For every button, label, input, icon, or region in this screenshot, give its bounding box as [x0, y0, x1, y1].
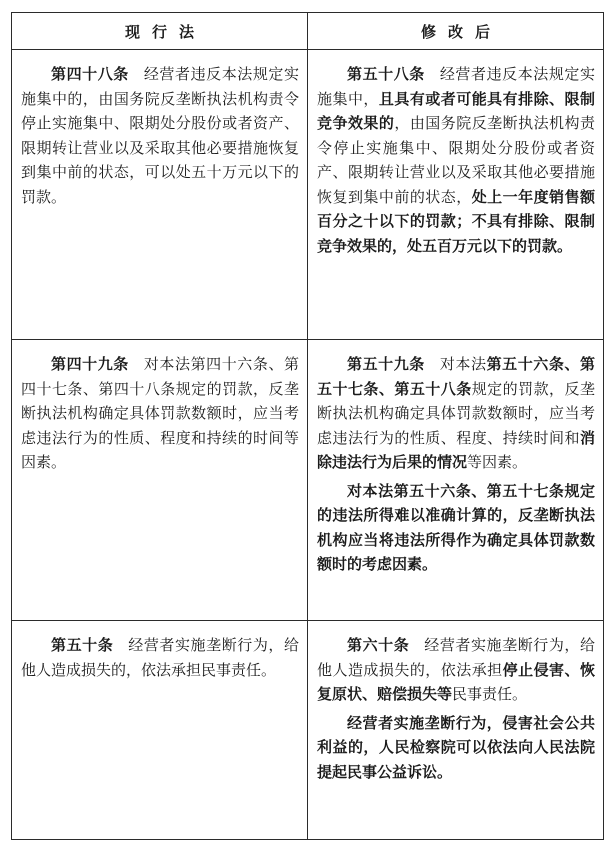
- article-number: 第六十条: [347, 636, 410, 654]
- amended-law-cell: [308, 621, 604, 840]
- clause-text: 等因素。: [467, 453, 528, 471]
- article-number: 第四十八条: [51, 65, 129, 83]
- clause-text: 对本法: [439, 355, 487, 373]
- clause-text: 经营者违反本法规定实施集中，: [317, 65, 595, 108]
- amended-text: 经营者实施垄断行为，侵害社会公共利益的，人民检察院可以依法向人民法院提起民事公益诉讼。: [317, 713, 595, 781]
- clause-text: 民事责任。: [452, 685, 528, 703]
- current-law-cell: [12, 621, 308, 840]
- clause-text: 对本法第四十六条、第四十七条、第四十八条规定的罚款，反垄断执法机构确定具体罚款数额时，应当考虑违法行为的性质、程度和持续的时间等因素。: [21, 355, 299, 471]
- clause-text: 经营者实施垄断行为，给他人造成损失的，依法承担民事责任。: [21, 636, 299, 679]
- article-number: 第五十八条: [347, 65, 425, 83]
- current-law-cell: [12, 50, 308, 340]
- clause-text: 经营者实施垄断行为，给他人造成损失的，依法承担: [317, 636, 595, 679]
- amended-text: 对本法第五十六条、第五十七条规定的违法所得难以准确计算的，反垄断执法机构应当将违法所得作为确定具体罚款数额时的考虑因素。: [317, 481, 595, 573]
- clause-paragraph: [317, 62, 595, 258]
- law-comparison-table: [11, 12, 604, 840]
- current-law-cell: [12, 340, 308, 621]
- clause-text: ，由国务院反垄断执法机构责令停止实施集中、限期处分股份或者资产、限期转让营业以及采取其他必要措施恢复到集中前的状态，: [317, 114, 595, 206]
- clause-paragraph: [21, 633, 299, 682]
- clause-paragraph: [317, 711, 595, 785]
- clause-paragraph: [317, 479, 595, 577]
- clause-paragraph: [21, 352, 299, 475]
- amended-text: 且具有或者可能具有排除、限制竞争效果的: [317, 89, 595, 132]
- table-row: [12, 50, 604, 340]
- table-row: [12, 340, 604, 621]
- clause-text: 规定的罚款，反垄断执法机构确定具体罚款数额时，应当考虑违法行为的性质、程度、持续时间和: [317, 379, 595, 447]
- article-number: 第五十九条: [347, 355, 425, 373]
- amended-law-cell: [308, 340, 604, 621]
- header-current-law: 现行法: [12, 13, 308, 50]
- article-number: 第四十九条: [51, 355, 129, 373]
- amended-text: 处上一年度销售额百分之十以下的罚款；不具有排除、限制竞争效果的，处五百万元以下的罚款。: [317, 187, 595, 255]
- article-number: 第五十条: [51, 636, 114, 654]
- clause-paragraph: [21, 62, 299, 209]
- clause-paragraph: [317, 633, 595, 707]
- amended-text: 消除违法行为后果的情况: [317, 428, 595, 471]
- amended-text: 停止侵害、恢复原状、赔偿损失等: [317, 660, 595, 703]
- header-amended-law: 修改后: [308, 13, 604, 50]
- header-row: [12, 13, 604, 50]
- table-row: [12, 621, 604, 840]
- amended-text: 第五十六条、第五十七条、第五十八条: [317, 355, 595, 398]
- clause-text: 经营者违反本法规定实施集中的，由国务院反垄断执法机构责令停止实施集中、限期处分股份或者资产、限期转让营业以及采取其他必要措施恢复到集中前的状态，可以处五十万元以下的罚款。: [21, 65, 299, 206]
- clause-paragraph: [317, 352, 595, 475]
- amended-law-cell: [308, 50, 604, 340]
